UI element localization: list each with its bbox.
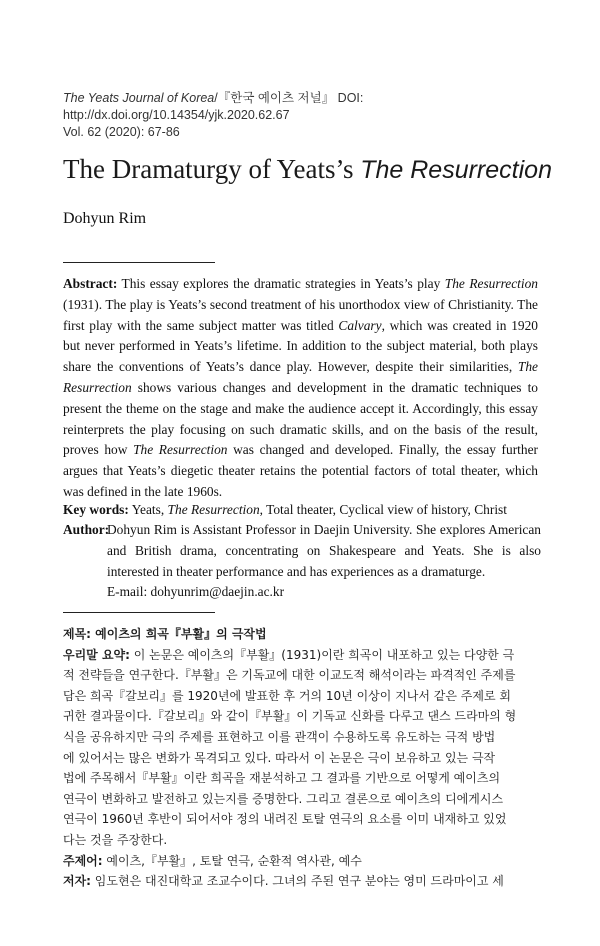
keywords-label: Key words:	[63, 502, 129, 517]
korean-summary-line: 법에 주목해서『부활』이란 희곡을 재분석하고 그 결과를 기반으로 어떻게 예이츠의	[63, 771, 501, 786]
article-title	[63, 152, 583, 187]
korean-summary-line: 연극이 변화하고 발전하고 있는지를 증명한다. 그리고 결론으로 예이츠의 디에게시스	[63, 791, 504, 806]
keywords-text-1: Yeats,	[128, 502, 168, 517]
korean-summary-line: 담은 희곡『갈보리』를 1920년에 발표한 후 거의 10년 이상이 지나서 같은 주제로 회	[63, 688, 511, 703]
journal-header	[63, 90, 583, 141]
abstract-text-1: This essay explores the dramatic strategies in Yeats’s play	[117, 276, 445, 291]
title-italic: The Resurrection	[360, 156, 552, 184]
author-bio-text	[107, 520, 541, 603]
author-email: E-mail: dohyunrim@daejin.ac.kr	[107, 584, 285, 600]
korean-keywords	[63, 851, 540, 872]
journal-volume: Vol. 62 (2020): 67-86	[63, 125, 180, 139]
korean-summary-line: 적 전략들을 연구한다.『부활』은 기독교에 대한 이교도적 해석이라는 파격적인 주제를	[63, 668, 516, 683]
abstract-text-3: , which was created in 1920 but never performed in Yeats’s lifetime. In addition to the subject material, both plays share the conventions of Yeats’s dance play. However, despite their similarities,	[63, 317, 538, 375]
keywords	[63, 500, 543, 521]
korean-title	[63, 624, 540, 645]
keywords-italic: The Resurrection	[167, 502, 260, 517]
section-divider-2	[63, 612, 215, 613]
section-divider	[63, 262, 215, 263]
abstract-text-2: (1931). The play is Yeats’s second treatment of his unorthodox view of Christianity. The first play with the same subject matter was titled	[63, 296, 538, 333]
korean-summary-label: 우리말 요약:	[63, 647, 130, 662]
abstract-text-4: shows various changes and development in the dramatic techniques to present the theme on the stage and make the audience accept it. Accordingly, this essay reinterprets the play focusing on such dramatic skills, and on the basis of the result, proves how	[63, 379, 538, 458]
abstract	[63, 274, 538, 503]
title-main: The Dramaturgy of Yeats’s	[63, 154, 361, 184]
korean-summary-line: 식을 공유하지만 극의 주제를 표현하고 이를 관객이 수용하도록 유도하는 극적 방법	[63, 729, 496, 744]
journal-name: The Yeats Journal of Korea	[63, 91, 215, 105]
korean-line: 이 논문은 예이츠의『부활』(1931)이란 희곡이 내포하고 있는 다양한 극	[129, 647, 515, 662]
korean-author-text: 임도현은 대진대학교 조교수이다. 그녀의 주된 연구 분야는 영미 드라마이고 세	[90, 874, 504, 889]
abstract-italic-1: The Resurrection	[444, 276, 538, 291]
author-bio-label: Author:	[63, 522, 110, 537]
korean-summary-line: 귀한 결과물이다.『갈보리』와 같이『부활』이 기독교 신화를 다루고 댄스 드라마의 형	[63, 709, 517, 724]
korean-author-label: 저자:	[63, 874, 91, 889]
abstract-text-5: was changed and developed. Finally, the essay further argues that Yeats’s diegetic theater retains the potential factors of total theater, which was defined in the late 1960s.	[63, 442, 538, 499]
abstract-italic-3: The Resurrection	[63, 359, 538, 395]
abstract-italic-4: The Resurrection	[133, 442, 228, 458]
journal-citation-line	[63, 90, 583, 124]
korean-summary	[63, 624, 540, 892]
journal-doi: /『한국 예이츠 저널』 DOI: http://dx.doi.org/10.14354/yjk.2020.62.67	[63, 91, 364, 122]
author-bio	[63, 520, 541, 603]
keywords-text-2: , Total theater, Cyclical view of history, Christ	[259, 502, 507, 517]
article-author: Dohyun Rim	[63, 210, 147, 227]
korean-keywords-label: 주제어:	[63, 853, 103, 868]
author-bio-description: Dohyun Rim is Assistant Professor in Daejin University. She explores American and British drama, concentrating on Shakespeare and Yeats. She is also interested in theater performance and has experiences as a dramaturge.	[107, 522, 541, 579]
korean-summary-line	[63, 645, 540, 666]
korean-summary-line: 다는 것을 주장한다.	[63, 832, 168, 847]
korean-summary-line: 연극이 1960년 후반이 되어서야 정의 내려진 토탈 연극의 요소를 이미 내재하고 있었	[63, 812, 507, 827]
korean-summary-line: 에 있어서는 많은 변화가 목격되고 있다. 따라서 이 논문은 극이 보유하고 있는 극작	[63, 750, 496, 765]
korean-title-text: 제목: 예이츠의 희곡『부활』의 극작법	[63, 627, 267, 641]
abstract-label: Abstract:	[63, 276, 118, 291]
abstract-italic-2: Calvary	[338, 317, 382, 333]
korean-keywords-text: 예이츠,『부활』, 토탈 연극, 순환적 역사관, 예수	[102, 853, 362, 868]
korean-author	[63, 871, 540, 892]
